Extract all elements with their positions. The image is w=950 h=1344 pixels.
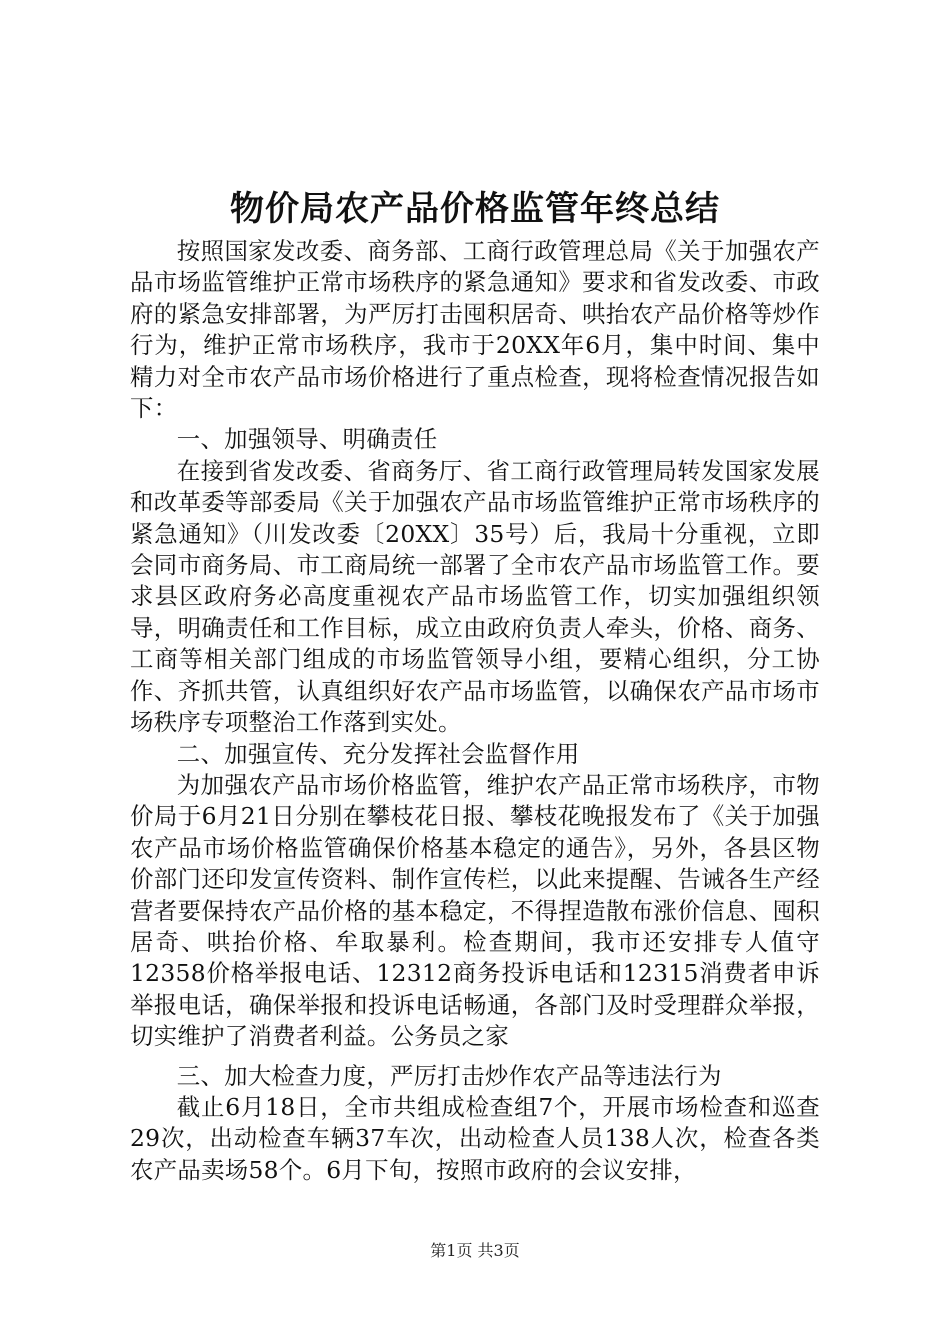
page-footer: 第1页 共3页 xyxy=(430,1241,520,1260)
section-heading-1: 一、加强领导、明确责任 xyxy=(176,425,438,454)
section-3-paragraph: 截止6月18日，全市共组成检查组7个，开展市场检查和巡查29次，出动检查车辆37车次，出动检查人员138人次，检查各类农产品卖场58个。6月下旬，按照市政府的会议安排， xyxy=(130,1092,820,1184)
intro-paragraph: 按照国家发改委、商务部、工商行政管理总局《关于加强农产品市场监管维护正常市场秩序的紧急通知》要求和省发改委、市政府的紧急安排部署，为严厉打击囤积居奇、哄抬农产品价格等炒作行为，维护正常市场秩序，我市于20XX年6月，集中时间、集中精力对全市农产品市场价格进行了重点检查，现将检查情况报告如下： xyxy=(130,237,820,423)
section-1-paragraph: 在接到省发改委、省商务厅、省工商行政管理局转发国家发展和改革委等部委局《关于加强农产品市场监管维护正常市场秩序的紧急通知》（川发改委〔20XX〕35号）后，我局十分重视，立即会同市商务局、市工商局统一部署了全市农产品市场监管工作。要求县区政府务必高度重视农产品市场监管工作，切实加强组织领导，明确责任和工作目标，成立由政府负责人牵头，价格、商务、工商等相关部门组成的市场监管领导小组，要精心组织，分工协作、齐抓共管，认真组织好农产品市场监管，以确保农产品市场市场秩序专项整治工作落到实处。 xyxy=(130,456,820,737)
section-2-paragraph: 为加强农产品市场价格监管，维护农产品正常市场秩序，市物价局于6月21日分别在攀枝花日报、攀枝花晚报发布了《关于加强农产品市场价格监管确保价格基本稳定的通告》，另外，各县区物价部门还印发宣传资料、制作宣传栏，以此来提醒、告诫各生产经营者要保持农产品价格的基本稳定，不得捏造散布涨价信息、囤积居奇、哄抬价格、牟取暴利。检查期间，我市还安排专人值守12358价格举报电话、12312商务投诉电话和12315消费者申诉举报电话，确保举报和投诉电话畅通，各部门及时受理群众举报，切实维护了消费者利益。公务员之家 xyxy=(130,770,820,1051)
section-heading-3: 三、加大检查力度，严厉打击炒作农产品等违法行为 xyxy=(176,1061,722,1090)
document-body xyxy=(130,236,820,1186)
document-title: 物价局农产品价格监管年终总结 xyxy=(230,189,720,229)
section-heading-2: 二、加强宣传、充分发挥社会监督作用 xyxy=(176,739,580,768)
